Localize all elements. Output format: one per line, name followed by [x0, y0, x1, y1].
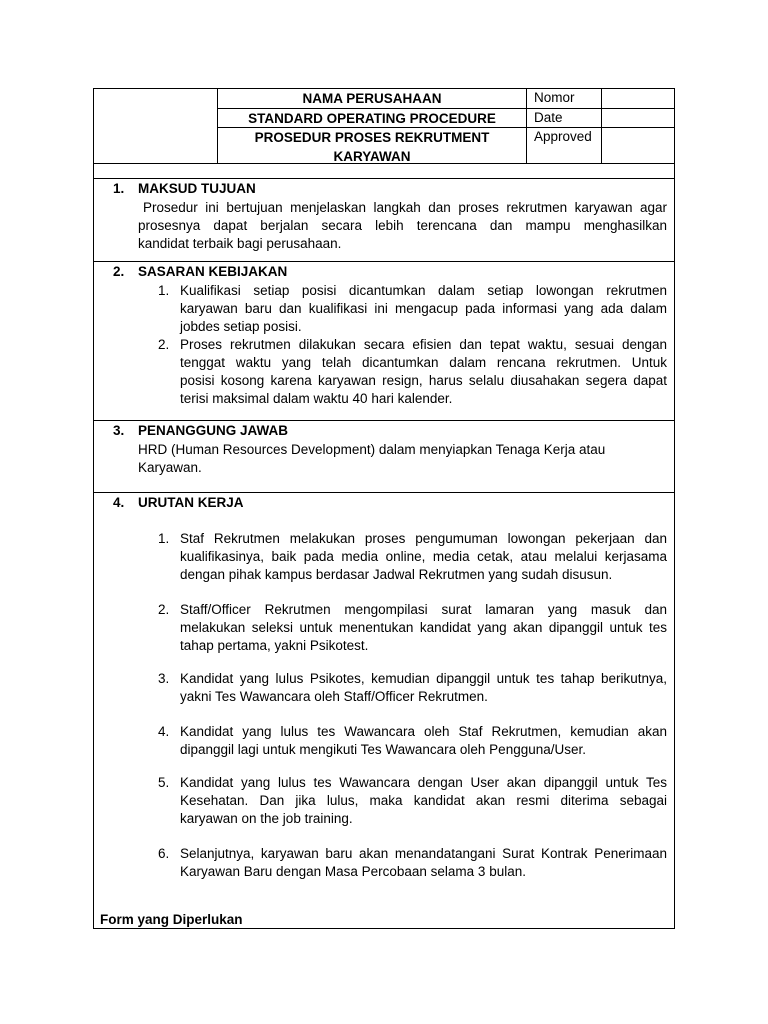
procedure-title-line2: KARYAWAN — [333, 149, 411, 164]
nomor-value — [602, 89, 674, 108]
section-heading: 4. URUTAN KERJA — [113, 495, 244, 510]
list-item: 1. Staf Rekrutmen melakukan proses pengumuman lowongan pekerjaan dan kualifikasinya, baik pada media online, media cetak, atau melalui kerjasama dengan pihak kampus berdasar Jadwal Rekrutmen yang sudah disusun. — [158, 531, 667, 582]
list-item: 5. Kandidat yang lulus tes Wawancara dengan User akan dipanggil untuk Tes Kesehatan. Dan jika lulus, maka kandidat akan resmi diterima sebagai karyawan on the job training. — [158, 775, 667, 826]
section-sasaran-kebijakan — [94, 262, 674, 421]
section-heading: 2. SASARAN KEBIJAKAN — [113, 264, 288, 279]
section-maksud-tujuan — [94, 179, 674, 262]
list-item: 1. Kualifikasi setiap posisi dicantumkan dalam setiap lowongan rekrutmen karyawan baru dan kualifikasi ini mengacup pada informasi yang ada dalam jobdes setiap posisi. — [158, 283, 667, 334]
list-item: 2. Staff/Officer Rekrutmen mengompilasi surat lamaran yang masuk dan melakukan seleksi untuk menentukan kandidat yang akan dipanggil untuk tes tahap pertama, yakni Psikotest. — [158, 602, 667, 653]
list-item: 4. Kandidat yang lulus tes Wawancara oleh Staf Rekrutmen, kemudian akan dipanggil lagi untuk mengikuti Tes Wawancara oleh Pengguna/User. — [158, 724, 667, 757]
list-item: 2. Proses rekrutmen dilakukan secara efisien dan tepat waktu, sesuai dengan tenggat waktu yang telah dicantumkan dalam rencana rekrutmen. Untuk posisi kosong karena karyawan resign, harus selalu diusahakan segera dapat terisi maksimal dalam waktu 40 hari kalender. — [158, 337, 667, 406]
section-body: Prosedur ini bertujuan menjelaskan langkah dan proses rekrutmen karyawan agar prosesnya dapat berjalan secara lebih terencana dan mampu menghasilkan kandidat terbaik bagi perusahaan. — [138, 200, 667, 251]
section-body: HRD (Human Resources Development) dalam menyiapkan Tenaga Kerja atau Karyawan. — [138, 442, 606, 475]
form-required-label: Form yang Diperlukan — [100, 912, 243, 927]
sop-header — [94, 89, 674, 164]
procedure-title — [218, 128, 526, 166]
sop-label: STANDARD OPERATING PROCEDURE — [248, 111, 496, 126]
list-item: 3. Kandidat yang lulus Psikotes, kemudian dipanggil untuk tes tahap berikutnya, yakni Tes Wawancara oleh Staff/Officer Rekrutmen. — [158, 671, 667, 704]
procedure-title-line1: PROSEDUR PROSES REKRUTMENT — [254, 130, 490, 145]
spacer-row — [94, 164, 674, 179]
section-heading: 3. PENANGGUNG JAWAB — [113, 423, 289, 438]
date-label: Date — [534, 110, 563, 125]
section-penanggung-jawab — [94, 421, 674, 493]
company-name: NAMA PERUSAHAAN — [302, 91, 442, 106]
section-heading: 1. MAKSUD TUJUAN — [113, 181, 256, 196]
sop-document — [93, 88, 675, 929]
date-value — [602, 109, 674, 127]
nomor-label: Nomor — [534, 90, 575, 105]
approved-value — [602, 128, 674, 163]
logo-cell — [94, 89, 218, 163]
approved-label: Approved — [534, 129, 592, 144]
section-urutan-kerja — [94, 493, 674, 929]
list-item: 6. Selanjutnya, karyawan baru akan menandatangani Surat Kontrak Penerimaan Karyawan Baru dengan Masa Percobaan selama 3 bulan. — [158, 846, 667, 879]
